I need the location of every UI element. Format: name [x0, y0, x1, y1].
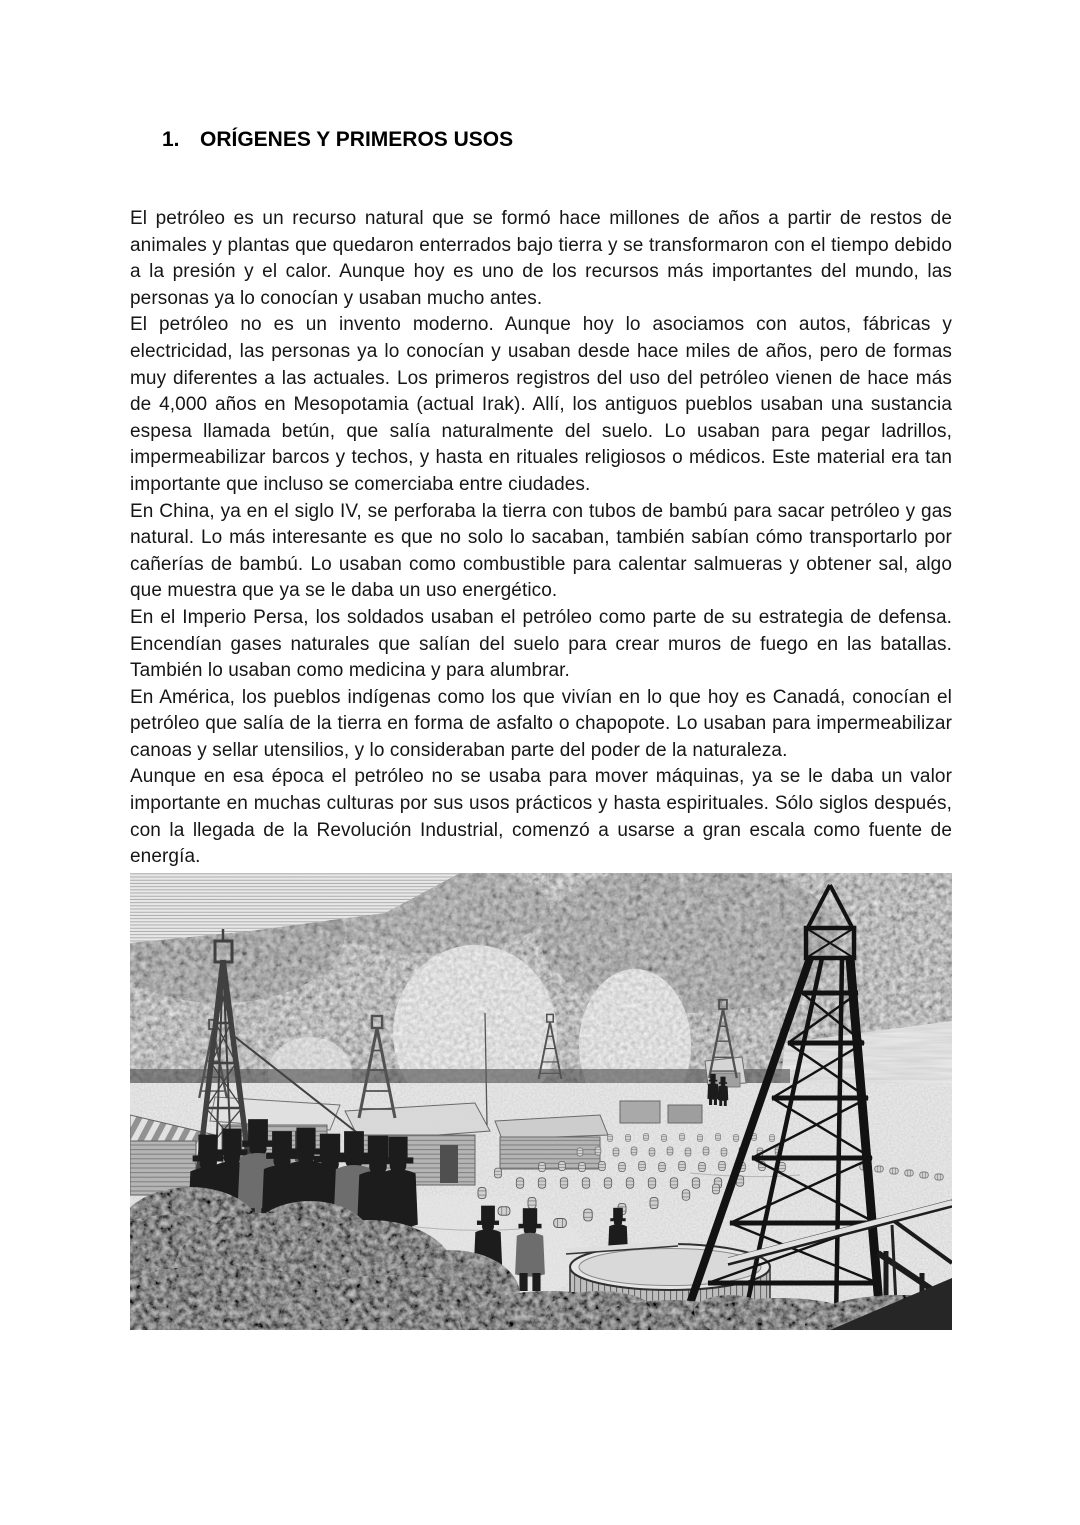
section-heading [130, 126, 952, 153]
body-paragraph: En América, los pueblos indígenas como los que vivían en lo que hoy es Canadá, conocían el petróleo que salía de la tierra en forma de asfalto o chapopote. Lo usaban para impermeabilizar canoas y sellar utensilios, y lo consideraban parte del poder de la naturaleza. [130, 686, 952, 761]
body-paragraph: El petróleo no es un invento moderno. Aunque hoy lo asociamos con autos, fábricas y electricidad, las personas ya lo conocían y usaban desde hace miles de años, pero de formas muy diferentes a las actuales. Los primeros registros del uso del petróleo vienen de hace más de 4,000 años en Mesopotamia (actual Irak). Allí, los antiguos pueblos usaban una sustancia espesa llamada betún, que salía naturalmente del suelo. Lo usaban para pegar ladrillos, impermeabilizar barcos y techos, y hasta en rituales religiosos o médicos. Este material era tan importante que incluso se comerciaba entre ciudades. [130, 314, 952, 495]
body-text [130, 206, 952, 871]
body-paragraph: En China, ya en el siglo IV, se perforaba la tierra con tubos de bambú para sacar petróleo y gas natural. Lo más interesante es que no solo lo sacaban, también sabían cómo transportarlo por cañerías de bambú. Lo usaban como combustible para calentar salmueras y obtener sal, algo que muestra que ya se le daba un uso energético. [130, 500, 952, 602]
body-paragraph: El petróleo es un recurso natural que se formó hace millones de años a partir de restos de animales y plantas que quedaron enterrados bajo tierra y se transformaron con el tiempo debido a la presión y el calor. Aunque hoy es uno de los recursos más importantes del mundo, las personas ya lo conocían y usaban mucho antes. [130, 208, 952, 309]
engraving-svg [130, 873, 952, 1330]
body-paragraph: En el Imperio Persa, los soldados usaban el petróleo como parte de su estrategia de defensa. Encendían gases naturales que salían del suelo para crear muros de fuego en las batallas. También lo usaban como medicina y para alumbrar. [130, 606, 952, 682]
section-number: 1. [162, 128, 180, 151]
section-title: ORÍGENES Y PRIMEROS USOS [200, 128, 514, 151]
oil-field-engraving [130, 873, 952, 1330]
body-paragraph: Aunque en esa época el petróleo no se usaba para mover máquinas, ya se le daba un valor importante en muchas culturas por sus usos prácticos y hasta espirituales. Sólo siglos después, con la llegada de la Revolución Industrial, comenzó a usarse a gran escala como fuente de energía. [130, 766, 952, 868]
